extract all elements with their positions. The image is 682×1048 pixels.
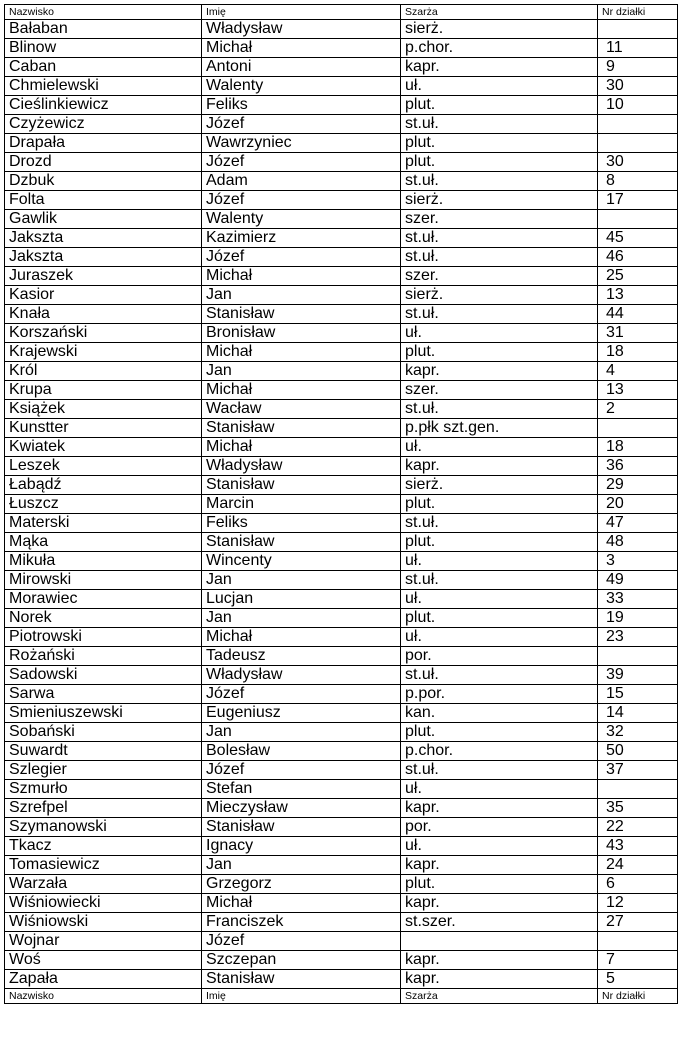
plot-number-cell <box>598 115 678 134</box>
surname-cell: Folta <box>5 191 202 210</box>
first-name-cell: Jan <box>202 362 401 381</box>
surname-cell: Krupa <box>5 381 202 400</box>
plot-number-cell: 17 <box>598 191 678 210</box>
surname-cell: Mirowski <box>5 571 202 590</box>
rank-cell: szer. <box>401 267 598 286</box>
surname-cell: Blinow <box>5 39 202 58</box>
table-row <box>5 324 678 343</box>
table-row <box>5 590 678 609</box>
table-row <box>5 362 678 381</box>
table-row <box>5 77 678 96</box>
rank-cell: plut. <box>401 96 598 115</box>
surname-cell: Król <box>5 362 202 381</box>
register-sheet <box>4 4 678 1004</box>
rank-cell: kapr. <box>401 457 598 476</box>
first-name-cell: Jan <box>202 609 401 628</box>
surname-cell: Chmielewski <box>5 77 202 96</box>
table-row <box>5 723 678 742</box>
plot-number-cell: 43 <box>598 837 678 856</box>
plot-number-cell: 25 <box>598 267 678 286</box>
surname-cell: Morawiec <box>5 590 202 609</box>
plot-number-cell <box>598 210 678 229</box>
plot-number-cell: 37 <box>598 761 678 780</box>
table-row <box>5 609 678 628</box>
surname-cell: Szlegier <box>5 761 202 780</box>
first-name-cell: Michał <box>202 267 401 286</box>
rank-cell: st.uł. <box>401 229 598 248</box>
rank-cell: st.uł. <box>401 666 598 685</box>
plot-number-cell: 45 <box>598 229 678 248</box>
plot-number-cell <box>598 932 678 951</box>
first-name-cell: Józef <box>202 153 401 172</box>
table-row <box>5 191 678 210</box>
plot-number-cell: 6 <box>598 875 678 894</box>
surname-cell: Norek <box>5 609 202 628</box>
first-name-cell: Jan <box>202 286 401 305</box>
first-name-cell: Kazimierz <box>202 229 401 248</box>
surname-cell: Sadowski <box>5 666 202 685</box>
surname-cell: Kasior <box>5 286 202 305</box>
first-name-cell: Ignacy <box>202 837 401 856</box>
table-row <box>5 647 678 666</box>
surname-cell: Tomasiewicz <box>5 856 202 875</box>
plot-number-cell: 22 <box>598 818 678 837</box>
header-first-name: Imię <box>202 5 401 20</box>
first-name-cell: Michał <box>202 894 401 913</box>
table-row <box>5 571 678 590</box>
table-row <box>5 58 678 77</box>
plot-number-cell: 4 <box>598 362 678 381</box>
plot-number-cell: 47 <box>598 514 678 533</box>
table-row <box>5 685 678 704</box>
plot-number-cell: 11 <box>598 39 678 58</box>
header-rank: Szarża <box>401 5 598 20</box>
burial-register-table <box>4 4 678 1004</box>
first-name-cell: Walenty <box>202 210 401 229</box>
first-name-cell: Eugeniusz <box>202 704 401 723</box>
rank-cell: sierż. <box>401 476 598 495</box>
rank-cell: uł. <box>401 552 598 571</box>
plot-number-cell: 35 <box>598 799 678 818</box>
footer-surname: Nazwisko <box>5 989 202 1004</box>
table-row <box>5 286 678 305</box>
rank-cell: uł. <box>401 590 598 609</box>
surname-cell: Smieniuszewski <box>5 704 202 723</box>
first-name-cell: Michał <box>202 343 401 362</box>
plot-number-cell <box>598 20 678 39</box>
plot-number-cell: 31 <box>598 324 678 343</box>
surname-cell: Czyżewicz <box>5 115 202 134</box>
surname-cell: Juraszek <box>5 267 202 286</box>
rank-cell: plut. <box>401 609 598 628</box>
table-row <box>5 742 678 761</box>
plot-number-cell: 49 <box>598 571 678 590</box>
plot-number-cell <box>598 134 678 153</box>
plot-number-cell: 10 <box>598 96 678 115</box>
plot-number-cell: 24 <box>598 856 678 875</box>
rank-cell: st.uł. <box>401 571 598 590</box>
plot-number-cell: 7 <box>598 951 678 970</box>
rank-cell: p.płk szt.gen. <box>401 419 598 438</box>
plot-number-cell: 48 <box>598 533 678 552</box>
footer-plot-number: Nr działki <box>598 989 678 1004</box>
table-row <box>5 875 678 894</box>
rank-cell: st.uł. <box>401 514 598 533</box>
first-name-cell: Józef <box>202 932 401 951</box>
plot-number-cell <box>598 647 678 666</box>
rank-cell: st.uł. <box>401 761 598 780</box>
table-row <box>5 932 678 951</box>
table-row <box>5 96 678 115</box>
first-name-cell: Stanisław <box>202 476 401 495</box>
rank-cell: por. <box>401 818 598 837</box>
plot-number-cell: 33 <box>598 590 678 609</box>
first-name-cell: Stefan <box>202 780 401 799</box>
plot-number-cell: 3 <box>598 552 678 571</box>
table-row <box>5 248 678 267</box>
table-row <box>5 20 678 39</box>
rank-cell: p.chor. <box>401 742 598 761</box>
rank-cell: st.uł. <box>401 248 598 267</box>
first-name-cell: Grzegorz <box>202 875 401 894</box>
surname-cell: Jakszta <box>5 248 202 267</box>
rank-cell: kapr. <box>401 951 598 970</box>
plot-number-cell: 8 <box>598 172 678 191</box>
table-row <box>5 419 678 438</box>
surname-cell: Drapała <box>5 134 202 153</box>
plot-number-cell: 46 <box>598 248 678 267</box>
first-name-cell: Józef <box>202 685 401 704</box>
surname-cell: Piotrowski <box>5 628 202 647</box>
rank-cell: plut. <box>401 134 598 153</box>
rank-cell: plut. <box>401 533 598 552</box>
surname-cell: Dzbuk <box>5 172 202 191</box>
table-row <box>5 438 678 457</box>
plot-number-cell: 18 <box>598 343 678 362</box>
table-row <box>5 799 678 818</box>
rank-cell: plut. <box>401 153 598 172</box>
surname-cell: Łuszcz <box>5 495 202 514</box>
surname-cell: Caban <box>5 58 202 77</box>
table-row <box>5 666 678 685</box>
rank-cell: p.chor. <box>401 39 598 58</box>
header-row-bottom <box>5 989 678 1004</box>
plot-number-cell <box>598 780 678 799</box>
table-row <box>5 134 678 153</box>
first-name-cell: Mieczysław <box>202 799 401 818</box>
table-row <box>5 970 678 989</box>
plot-number-cell: 36 <box>598 457 678 476</box>
rank-cell: sierż. <box>401 20 598 39</box>
header-plot-number: Nr działki <box>598 5 678 20</box>
first-name-cell: Władysław <box>202 666 401 685</box>
table-row <box>5 457 678 476</box>
first-name-cell: Jan <box>202 856 401 875</box>
rank-cell: kapr. <box>401 58 598 77</box>
first-name-cell: Bolesław <box>202 742 401 761</box>
first-name-cell: Tadeusz <box>202 647 401 666</box>
first-name-cell: Jan <box>202 723 401 742</box>
first-name-cell: Michał <box>202 381 401 400</box>
surname-cell: Drozd <box>5 153 202 172</box>
rank-cell: uł. <box>401 77 598 96</box>
table-row <box>5 894 678 913</box>
table-row <box>5 115 678 134</box>
plot-number-cell: 9 <box>598 58 678 77</box>
rank-cell: kapr. <box>401 362 598 381</box>
rank-cell: plut. <box>401 875 598 894</box>
surname-cell: Jakszta <box>5 229 202 248</box>
first-name-cell: Franciszek <box>202 913 401 932</box>
rank-cell: kapr. <box>401 894 598 913</box>
surname-cell: Woś <box>5 951 202 970</box>
register-rows <box>5 20 678 989</box>
table-row <box>5 837 678 856</box>
rank-cell: uł. <box>401 438 598 457</box>
surname-cell: Szymanowski <box>5 818 202 837</box>
first-name-cell: Stanisław <box>202 533 401 552</box>
plot-number-cell: 13 <box>598 381 678 400</box>
rank-cell: szer. <box>401 210 598 229</box>
first-name-cell: Antoni <box>202 58 401 77</box>
plot-number-cell: 15 <box>598 685 678 704</box>
surname-cell: Wiśniowiecki <box>5 894 202 913</box>
table-row <box>5 495 678 514</box>
first-name-cell: Wawrzyniec <box>202 134 401 153</box>
plot-number-cell: 5 <box>598 970 678 989</box>
first-name-cell: Józef <box>202 115 401 134</box>
rank-cell: por. <box>401 647 598 666</box>
first-name-cell: Michał <box>202 39 401 58</box>
first-name-cell: Józef <box>202 761 401 780</box>
surname-cell: Krajewski <box>5 343 202 362</box>
plot-number-cell: 2 <box>598 400 678 419</box>
first-name-cell: Wincenty <box>202 552 401 571</box>
rank-cell: uł. <box>401 324 598 343</box>
rank-cell <box>401 932 598 951</box>
surname-cell: Gawlik <box>5 210 202 229</box>
table-row <box>5 514 678 533</box>
rank-cell: uł. <box>401 780 598 799</box>
rank-cell: sierż. <box>401 286 598 305</box>
surname-cell: Cieślinkiewicz <box>5 96 202 115</box>
footer-first-name: Imię <box>202 989 401 1004</box>
surname-cell: Rożański <box>5 647 202 666</box>
surname-cell: Wojnar <box>5 932 202 951</box>
first-name-cell: Jan <box>202 571 401 590</box>
table-row <box>5 39 678 58</box>
table-row <box>5 172 678 191</box>
rank-cell: st.uł. <box>401 305 598 324</box>
plot-number-cell: 20 <box>598 495 678 514</box>
plot-number-cell <box>598 419 678 438</box>
surname-cell: Warzała <box>5 875 202 894</box>
surname-cell: Mikuła <box>5 552 202 571</box>
plot-number-cell: 30 <box>598 77 678 96</box>
surname-cell: Zapała <box>5 970 202 989</box>
table-row <box>5 856 678 875</box>
rank-cell: kapr. <box>401 970 598 989</box>
first-name-cell: Stanisław <box>202 305 401 324</box>
plot-number-cell: 23 <box>598 628 678 647</box>
surname-cell: Kwiatek <box>5 438 202 457</box>
plot-number-cell: 14 <box>598 704 678 723</box>
rank-cell: plut. <box>401 723 598 742</box>
table-row <box>5 210 678 229</box>
surname-cell: Szmurło <box>5 780 202 799</box>
plot-number-cell: 19 <box>598 609 678 628</box>
rank-cell: uł. <box>401 837 598 856</box>
table-row <box>5 761 678 780</box>
rank-cell: st.uł. <box>401 400 598 419</box>
rank-cell: st.uł. <box>401 115 598 134</box>
header-row-top <box>5 5 678 20</box>
surname-cell: Bałaban <box>5 20 202 39</box>
surname-cell: Książek <box>5 400 202 419</box>
plot-number-cell: 29 <box>598 476 678 495</box>
first-name-cell: Wacław <box>202 400 401 419</box>
plot-number-cell: 12 <box>598 894 678 913</box>
plot-number-cell: 18 <box>598 438 678 457</box>
first-name-cell: Feliks <box>202 96 401 115</box>
surname-cell: Łabądź <box>5 476 202 495</box>
first-name-cell: Stanisław <box>202 818 401 837</box>
rank-cell: kapr. <box>401 856 598 875</box>
plot-number-cell: 39 <box>598 666 678 685</box>
first-name-cell: Władysław <box>202 20 401 39</box>
surname-cell: Leszek <box>5 457 202 476</box>
first-name-cell: Feliks <box>202 514 401 533</box>
first-name-cell: Lucjan <box>202 590 401 609</box>
rank-cell: kan. <box>401 704 598 723</box>
rank-cell: p.por. <box>401 685 598 704</box>
table-row <box>5 780 678 799</box>
first-name-cell: Józef <box>202 191 401 210</box>
first-name-cell: Józef <box>202 248 401 267</box>
first-name-cell: Stanisław <box>202 419 401 438</box>
surname-cell: Knała <box>5 305 202 324</box>
table-row <box>5 704 678 723</box>
table-row <box>5 229 678 248</box>
first-name-cell: Władysław <box>202 457 401 476</box>
table-row <box>5 381 678 400</box>
first-name-cell: Michał <box>202 628 401 647</box>
table-row <box>5 153 678 172</box>
surname-cell: Sarwa <box>5 685 202 704</box>
first-name-cell: Szczepan <box>202 951 401 970</box>
table-row <box>5 305 678 324</box>
rank-cell: plut. <box>401 495 598 514</box>
rank-cell: st.szer. <box>401 913 598 932</box>
rank-cell: plut. <box>401 343 598 362</box>
table-row <box>5 552 678 571</box>
footer-rank: Szarża <box>401 989 598 1004</box>
first-name-cell: Bronisław <box>202 324 401 343</box>
rank-cell: kapr. <box>401 799 598 818</box>
first-name-cell: Stanisław <box>202 970 401 989</box>
surname-cell: Suwardt <box>5 742 202 761</box>
table-row <box>5 533 678 552</box>
surname-cell: Korszański <box>5 324 202 343</box>
surname-cell: Wiśniowski <box>5 913 202 932</box>
plot-number-cell: 27 <box>598 913 678 932</box>
rank-cell: st.uł. <box>401 172 598 191</box>
first-name-cell: Walenty <box>202 77 401 96</box>
rank-cell: sierż. <box>401 191 598 210</box>
plot-number-cell: 50 <box>598 742 678 761</box>
rank-cell: uł. <box>401 628 598 647</box>
table-row <box>5 913 678 932</box>
first-name-cell: Michał <box>202 438 401 457</box>
table-row <box>5 267 678 286</box>
table-row <box>5 628 678 647</box>
table-row <box>5 951 678 970</box>
table-row <box>5 476 678 495</box>
surname-cell: Kunstter <box>5 419 202 438</box>
surname-cell: Mąka <box>5 533 202 552</box>
plot-number-cell: 13 <box>598 286 678 305</box>
table-row <box>5 343 678 362</box>
surname-cell: Sobański <box>5 723 202 742</box>
table-row <box>5 400 678 419</box>
first-name-cell: Marcin <box>202 495 401 514</box>
first-name-cell: Adam <box>202 172 401 191</box>
rank-cell: szer. <box>401 381 598 400</box>
table-row <box>5 818 678 837</box>
header-surname: Nazwisko <box>5 5 202 20</box>
plot-number-cell: 30 <box>598 153 678 172</box>
surname-cell: Szrefpel <box>5 799 202 818</box>
plot-number-cell: 32 <box>598 723 678 742</box>
surname-cell: Tkacz <box>5 837 202 856</box>
plot-number-cell: 44 <box>598 305 678 324</box>
surname-cell: Materski <box>5 514 202 533</box>
